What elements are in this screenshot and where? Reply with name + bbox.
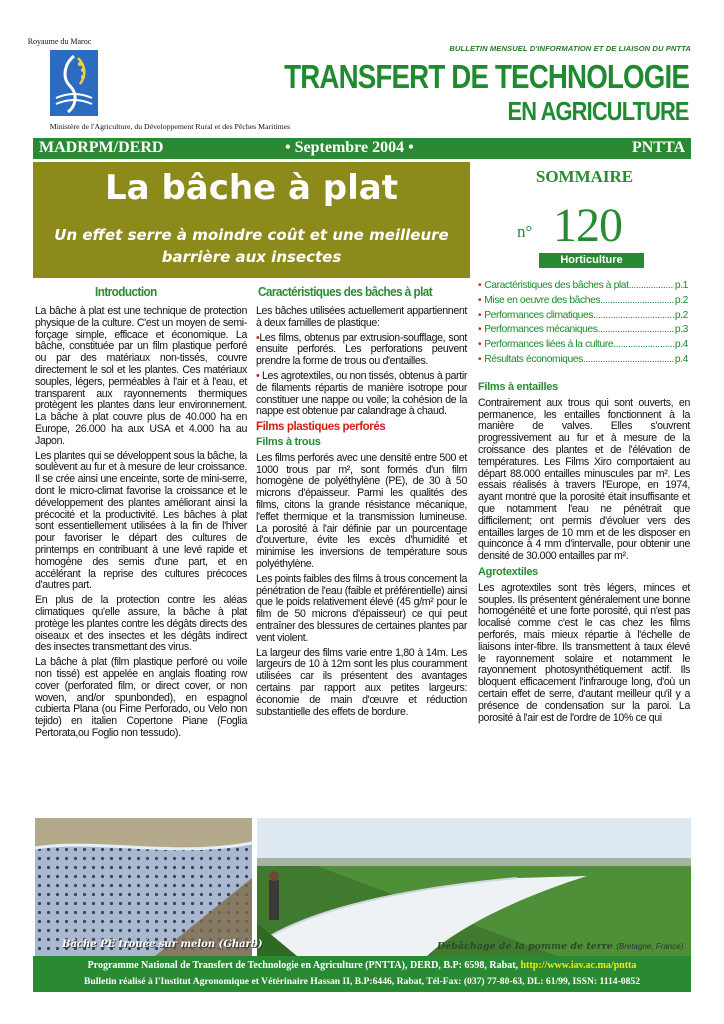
paragraph: En plus de la protection contre les aléas climatiques qu'elle assure, la bâche à plat protège les plantes contre les dégâts directs des oiseaux et des insectes et les dégâts indirect des insectes transmettant des virus. [35,594,247,654]
toc-leader [593,310,674,321]
toc-page: p.3 [674,324,688,336]
ministry-label: Ministère de l'Agriculture, du Développement Rural et des Pêches Maritimes [49,122,291,131]
bullet-icon: • [256,369,260,382]
issue-band [33,138,691,159]
paragraph: La bâche à plat (film plastique perforé ou voile non tissé) est appelée en anglais floating row cover (perforated film, or direct cover, or non woven, and/or spunbonded), en espagnol cubierta Plana (ou Fime Perforado, ou Velo non tejido) en italien Copertone Piane (Foglia Pertorata,ou Foglio non tessudo). [35,656,247,739]
bullet-icon: • [478,353,482,365]
toc-item[interactable] [478,354,688,369]
toc-label: Mise en oeuvre des bâches [484,294,601,306]
photo-caption-1: Bâche PE trouée sur melon (Gharb) [62,939,263,950]
toc-label: Résultats économiques [484,353,583,365]
issue-date: Septembre 2004 [294,139,405,156]
toc-page: p.1 [674,280,688,291]
bullet-icon: • [478,294,482,306]
toc-item[interactable] [478,324,688,339]
paragraph: Les points faibles des films à trous concernent la pénétration de l'eau (faible et préférentielle) ainsi que le poids relativement élevé (45 g/m² pour le film de 50 microns d'épaisseur) ce qui peut entraîner des blessures de certaines plantes par vent violent. [256,572,467,644]
category-badge: Horticulture [539,253,644,268]
paragraph: Les plantes qui se développent sous la bâche, la soulèvent au fur et à mesure de leur croissance. Il se crée ainsi une enceinte, sorte de mini-serre, dont le micro-climat favorise la croissance et le développement des plantes améliorant ainsi la précocité et la productivité. Les bâches à plat sont essentiellement utilisées à la fin de l'hiver pour favoriser le départ des cultures de printemps en contribuant à une levé rapide et homogène des semis d'une part, et en accélérant la reprise des cultures précoces d'autres part. [35,449,247,592]
toc-item[interactable] [478,339,688,354]
article-subtitle [33,224,470,268]
bullet-icon: • [285,139,291,156]
subheading: Films plastiques perforés [256,421,386,434]
toc-leader [583,354,674,365]
bullet-text: Les agrotextiles, ou non tissés, obtenus à partir de filaments répartis de manière isotrope pour constituer une nappe ou voile; la cohésion de la nappe est obtenue par calandrage à chaud. [256,369,468,418]
bullet-icon: • [408,139,414,156]
melon-photo [35,818,252,956]
toc-label: Caractéristiques des bâches à plat [484,280,629,291]
subtitle-line-2: barrière aux insectes [161,248,342,266]
subtitle-line-1: Un effet serre à moindre coût et une meilleure [54,226,449,244]
paragraph: Contrairement aux trous qui sont ouverts, en permanence, les entailles fonctionnent à la manière de valves. Elles s'ouvrent progressivement au fur et à mesure de la croissance des plantes et de l'élévation de températures. Les Films Xiro comportaient au départ 88.000 entailles minuscules par m². Les essais réalisés à travers l'Europe, en 1974, ayant montré que la porosité était insuffisante et que notamment l'eau ne pénétrait que difficilement; ont permis d'évoluer vers des entailles larges de 10 mm et de les disposer en quinconce à 4 mm d'intervalle, pour obtenir une densité de 30.000 entailles par m². [478,396,690,563]
paragraph: Les bâches utilisées actuellement appartiennent à deux familles de plastique: [256,305,467,329]
issue-number-prefix: n° [517,222,533,241]
issue-number: 120 [553,199,622,252]
toc-page: p.4 [674,339,688,351]
band-date [285,139,414,157]
toc-leader [600,295,674,306]
potato-field-photo [257,818,691,956]
ministry-logo [50,50,98,116]
hero-banner [33,162,470,278]
toc-leader [598,324,674,335]
toc-page: p.2 [674,309,688,321]
column-3 [478,382,690,727]
paragraph: La largeur des films varie entre 1,80 à 14m. Les largeurs de 10 à 12m sont les plus couramment utilisées car ils présentent des avantages certains par rapport aux petites largeurs: économie de main d'œuvre et réduction substantielle des effets de bordure. [256,646,467,718]
toc-item[interactable] [478,295,688,310]
bullet-paragraph [256,371,467,418]
toc-page: p.4 [674,353,688,365]
sommaire-title: SOMMAIRE [535,167,634,186]
subheading: Agrotextiles [478,565,538,578]
footer-line-1 [33,960,691,971]
website-link[interactable]: http://www.iav.ac.ma/pntta [520,960,637,971]
toc-item[interactable] [478,280,688,295]
masthead-title: TRANSFERT DE TECHNOLOGIE [284,58,689,95]
band-right: PNTTA [631,139,685,156]
band-left: MADRPM/DERD [39,139,164,156]
paragraph: Les agrotextiles sont très légers, minces et souples. Ils présentent généralement une bonne homogénéité et une forte porosité, qui n'est pas localisé comme c'est le cas chez les films perforés, mais mieux répartie à l'échelle de liaisons inter-fibre. Ils transmettent à taux élevé le rayonnement solaire et notamment le rayonnement photosynthétiquement actif. Ils bloquent efficacement l'infrarouge long, d'où un certain effet de serre, d'autant meilleur qu'il y a présence de condensation sur la paroi. La porosité à l'air est de l'ordre de 10% ce qui [478,581,690,724]
toc-item[interactable] [478,310,688,325]
masthead-subtitle: EN AGRICULTURE [507,96,689,126]
toc-label: Performances climatiques [484,309,594,321]
column-1 [35,306,247,743]
subheading: Films à entailles [478,381,558,393]
toc-leader [629,280,674,291]
paragraph: La bâche à plat est une technique de protection physique de la culture. C'est un moyen de semi-forçage simple, efficace et économique. La bâche, constituée par un film plastique perforé ou par des matériaux non-tissés, couvre directement le sol et les plantes. Ces matériaux souples, légers, perméables à l'air et à l'eau, et transparent aux rayonnements thermiques protègent les plantes dans leur environnement. La bâche à plat couvre plus de 40.000 ha en Europe, 26.000 ha aux USA et 4.000 ha au Japon. [35,305,247,447]
section-heading: Introduction [95,284,157,299]
footer-line-2: Bulletin réalisé à l'Institut Agronomique et Vétérinaire Hassan II, B.P:6446, Rabat, Tél-Fax: (037) 77-80-63, DL: 61/99, ISSN: 1114-0852 [84,976,640,987]
bullet-icon: • [478,339,482,351]
paragraph: Les films perforés avec une densité entre 500 et 1000 trous par m², sont formés d'un film homogène de polyéthylène (PE), de 30 à 50 microns d'épaisseur. Parmi les qualités des films, citons la grande résistance mécanique, l'effet thermique et la transmission lumineuse. La porosité à l'air définie par un pourcentage d'ouverture, évite les excès d'humidité et minimise les inversions de température sous polyéthylène. [256,451,467,570]
bulletin-label: BULLETIN MENSUEL D'INFORMATION ET DE LIAISON DU PNTTA [449,44,691,53]
section-heading: Caractéristiques des bâches à plat [258,284,433,299]
bullet-icon: • [478,309,482,321]
toc-leader [613,339,674,350]
toc-label: Performances mécaniques [484,324,598,336]
toc-label: Performances liées à la culture [484,339,614,351]
column-2 [256,306,467,721]
caption-location: (Bretagne, France) [616,942,684,951]
article-title: La bâche à plat [105,168,398,208]
bullet-icon: • [478,324,482,336]
footer-text: Programme National de Transfert de Technologie en Agriculture (PNTTA), DERD, B.P: 6598, Rabat, [87,960,519,971]
photo-caption-2 [437,941,683,952]
footer [33,956,691,992]
bullet-text: Les films, obtenus par extrusion-soufflage, sont ensuite perforés. Les perforations peuvent prendre la forme de trous ou d'entailles. [256,331,467,368]
toc-page: p.2 [674,294,688,306]
table-of-contents [478,280,688,369]
characteristics-heading [258,284,451,299]
kingdom-label: Royaume du Maroc [27,37,92,46]
intro-heading [95,284,164,299]
bullet-icon: • [478,280,482,291]
subheading: Films à trous [256,435,321,448]
caption-text: Débâchage de la pomme de terre [437,941,613,952]
bullet-paragraph [256,333,467,368]
bullet-icon: • [256,331,260,344]
